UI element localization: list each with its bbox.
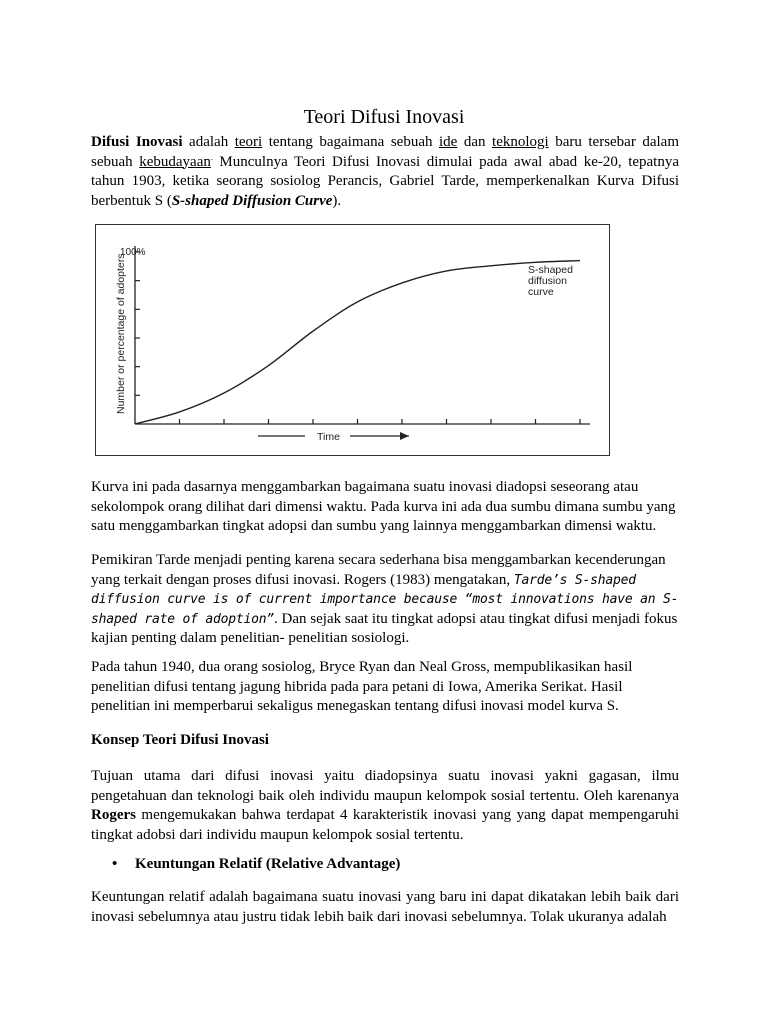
y-axis-label: Number or percentage of adopters (115, 253, 127, 414)
paragraph-text: sekolompok orang dilihat dari dimensi waktu. Pada kurva ini ada dua sumbu dimana sumbu yang (91, 498, 676, 515)
link-teori[interactable]: teori (234, 134, 263, 150)
paragraph-text: mengemukakan bahwa terdapat 4 karakteristik inovasi yang yang dapat mempengaruhi tingkat adobsi dari individu maupun kelompok sosial tertentu. (91, 807, 679, 843)
s-curve-figure (95, 224, 610, 456)
intro-text: adalah (182, 134, 235, 150)
section-heading: Konsep Teori Difusi Inovasi (91, 732, 269, 748)
intro-term: Difusi Inovasi (91, 134, 183, 150)
paragraph-keuntungan: Keuntungan relatif adalah bagaimana suatu inovasi yang baru ini dapat dikatakan lebih baik dari inovasi sebelumnya atau justru tidak lebih baik dari inovasi sebelumnya. Tolak ukuranya adalah (91, 889, 679, 925)
s-curve-chart (95, 224, 610, 456)
intro-paragraph (91, 133, 679, 211)
link-kebudayaan[interactable]: kebudayaan (139, 153, 211, 170)
paragraph-text: Kurva ini pada dasarnya menggambarkan bagaimana suatu inovasi diadopsi seseorang atau (91, 479, 639, 495)
x-axis-label: Time (317, 431, 340, 443)
paragraph-text: satu menggambarkan tingkat adopsi dan sumbu yang lainnya menggambarkan dimensi waktu. (91, 518, 657, 534)
y-tick-label-100: 100% (120, 247, 146, 258)
annotation-line-1: S-shaped (528, 264, 573, 276)
intro-text: dan (457, 134, 493, 150)
intro-text: baru tersebar dalam sebuah (91, 134, 679, 170)
annotation-line-3: curve (528, 286, 554, 298)
paragraph-tarde (91, 551, 679, 649)
paragraph-kurva (91, 478, 679, 537)
link-ide[interactable]: ide (439, 134, 458, 150)
intro-text: ). (332, 192, 342, 209)
rogers-quote: Tarde’s S-shaped diffusion curve is of current importance because “most innovations have an S-shaped rate of adoption” (91, 572, 679, 627)
intro-text: Munculnya Teori Difusi Inovasi dimulai pada awal abad ke-20, tepatnya tahun 1903, ketika seorang sosiolog Perancis, Gabriel Tarde, memperkenalkan Kurva Difusi berbentuk S ( (91, 153, 679, 209)
document-title: Teori Difusi Inovasi (303, 106, 465, 129)
curve-term: S-shaped Diffusion Curve (171, 192, 333, 209)
annotation-line-2: diffusion (528, 275, 567, 287)
rogers-bold: Rogers (91, 807, 136, 823)
intro-text: tentang bagaimana sebuah (262, 134, 440, 150)
footnote-mark: . (210, 152, 213, 162)
paragraph-1940: Pada tahun 1940, dua orang sosiolog, Bryce Ryan dan Neal Gross, mempublikasikan hasil penelitian difusi tentang jagung hibrida pada para petani di Iowa, Amerika Serikat. Hasil penelitian ini memperbarui sekaligus menegaskan tentang difusi inovasi model kurva S. (91, 659, 633, 714)
bullet-label: Keuntungan Relatif (Relative Advantage) (135, 856, 401, 872)
paragraph-text: Pemikiran Tarde menjadi penting karena secara sederhana bisa menggambarkan kecenderungan yang terkait dengan proses difusi inovasi. Rogers (1983) mengatakan, (91, 552, 666, 588)
paragraph-text: . Dan sejak saat itu tingkat adopsi atau tingkat difusi menjadi fokus kajian penting dalam penelitian- penelitian sosiologi. (91, 610, 678, 646)
chart-frame (96, 225, 610, 456)
link-teknologi[interactable]: teknologi (492, 134, 549, 150)
bullet-dot-icon: • (112, 856, 118, 872)
paragraph-tujuan (91, 767, 679, 845)
paragraph-text: Tujuan utama dari difusi inovasi yaitu diadopsinya suatu inovasi yakni gagasan, ilmu pengetahuan dan teknologi baik oleh individu maupun kelompok sosial tertentu. Oleh karenanya (91, 768, 679, 804)
